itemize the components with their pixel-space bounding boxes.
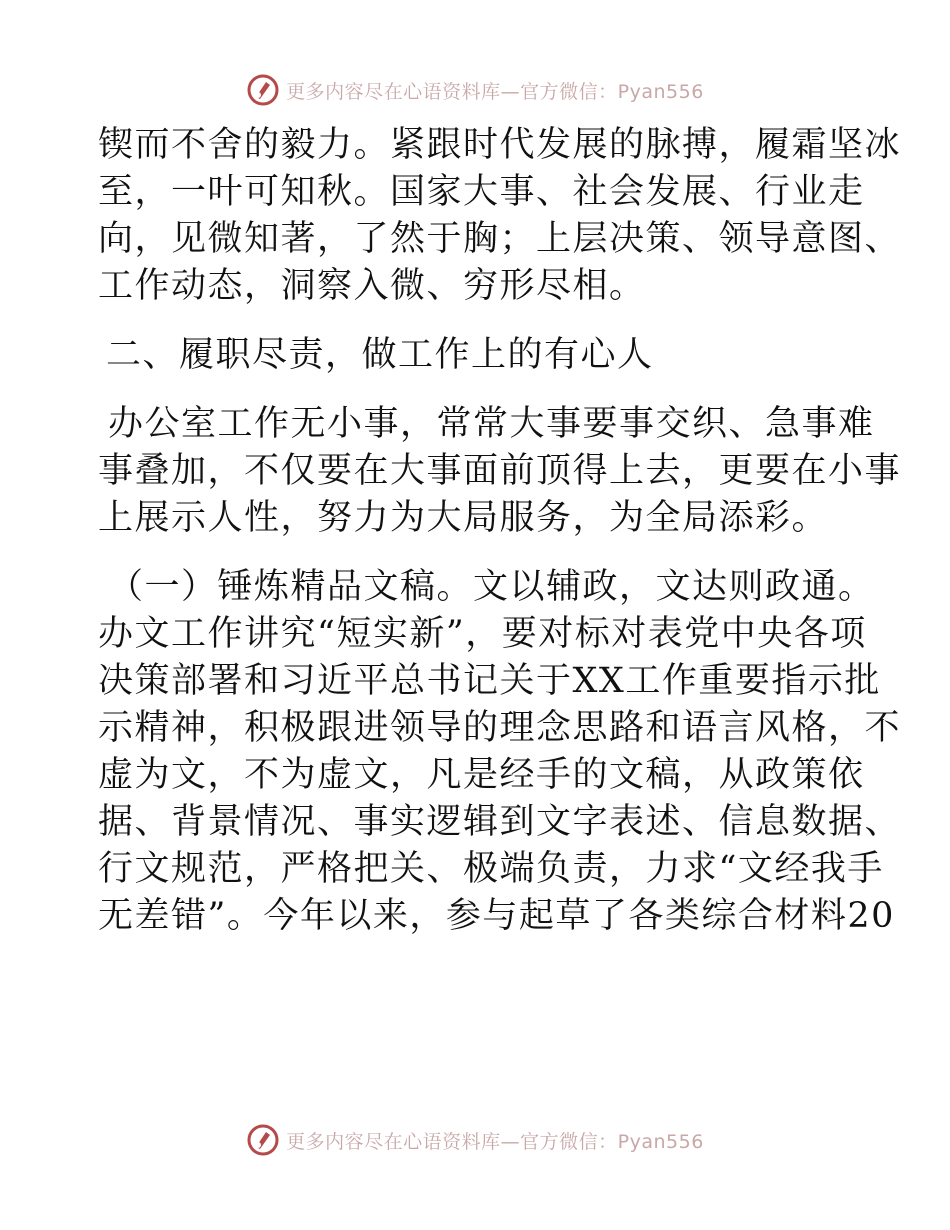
paragraph-2 — [98, 401, 902, 542]
text-line: 向，见微知著，了然于胸；上层决策、领导意图、 — [98, 219, 902, 259]
text-line: 决策部署和习近平总书记关于XX工作重要指示批 — [98, 661, 881, 701]
watermark-text: 更多内容尽在心语资料库—官方微信：Pyan556 — [286, 1130, 704, 1153]
text-line: 示精神，积极跟进领导的理念思路和语言风格，不 — [98, 708, 902, 748]
text-line: 至，一叶可知秋。国家大事、社会发展、行业走 — [98, 172, 865, 212]
section-heading — [98, 332, 858, 379]
watermark-logo-icon — [246, 73, 280, 107]
watermark-header — [0, 70, 950, 110]
text-line: 行文规范，严格把关、极端负责，力求“文经我手 — [98, 849, 884, 889]
text-line: 锲而不舍的毅力。紧跟时代发展的脉搏，履霜坚冰 — [98, 125, 902, 165]
document-body — [98, 122, 902, 940]
text-line: （一）锤炼精品文稿。文以辅政，文达则政通。 — [108, 567, 875, 607]
text-line: 上展示人性，努力为大局服务，为全局添彩。 — [98, 498, 829, 538]
text-line: 虚为文，不为虚文，凡是经手的文稿，从政策依 — [98, 755, 865, 795]
text-line: 办公室工作无小事，常常大事要事交织、急事难 — [108, 404, 875, 444]
text-line: 工作动态，洞察入微、穷形尽相。 — [98, 266, 646, 306]
watermark-text: 更多内容尽在心语资料库—官方微信：Pyan556 — [286, 80, 704, 103]
text-line: 办文工作讲究“短实新”，要对标对表党中央各项 — [98, 614, 867, 654]
text-line: 无差错”。今年以来，参与起草了各类综合材料20 — [98, 896, 895, 936]
watermark-footer — [0, 1120, 950, 1160]
heading-line: 二、履职尽责，做工作上的有心人 — [106, 335, 654, 375]
text-line: 事叠加，不仅要在大事面前顶得上去，更要在小事 — [98, 451, 902, 491]
watermark-logo-icon — [246, 1123, 280, 1157]
paragraph-1 — [98, 122, 902, 310]
text-line: 据、背景情况、事实逻辑到文字表述、信息数据、 — [98, 802, 902, 842]
paragraph-3 — [98, 564, 902, 940]
